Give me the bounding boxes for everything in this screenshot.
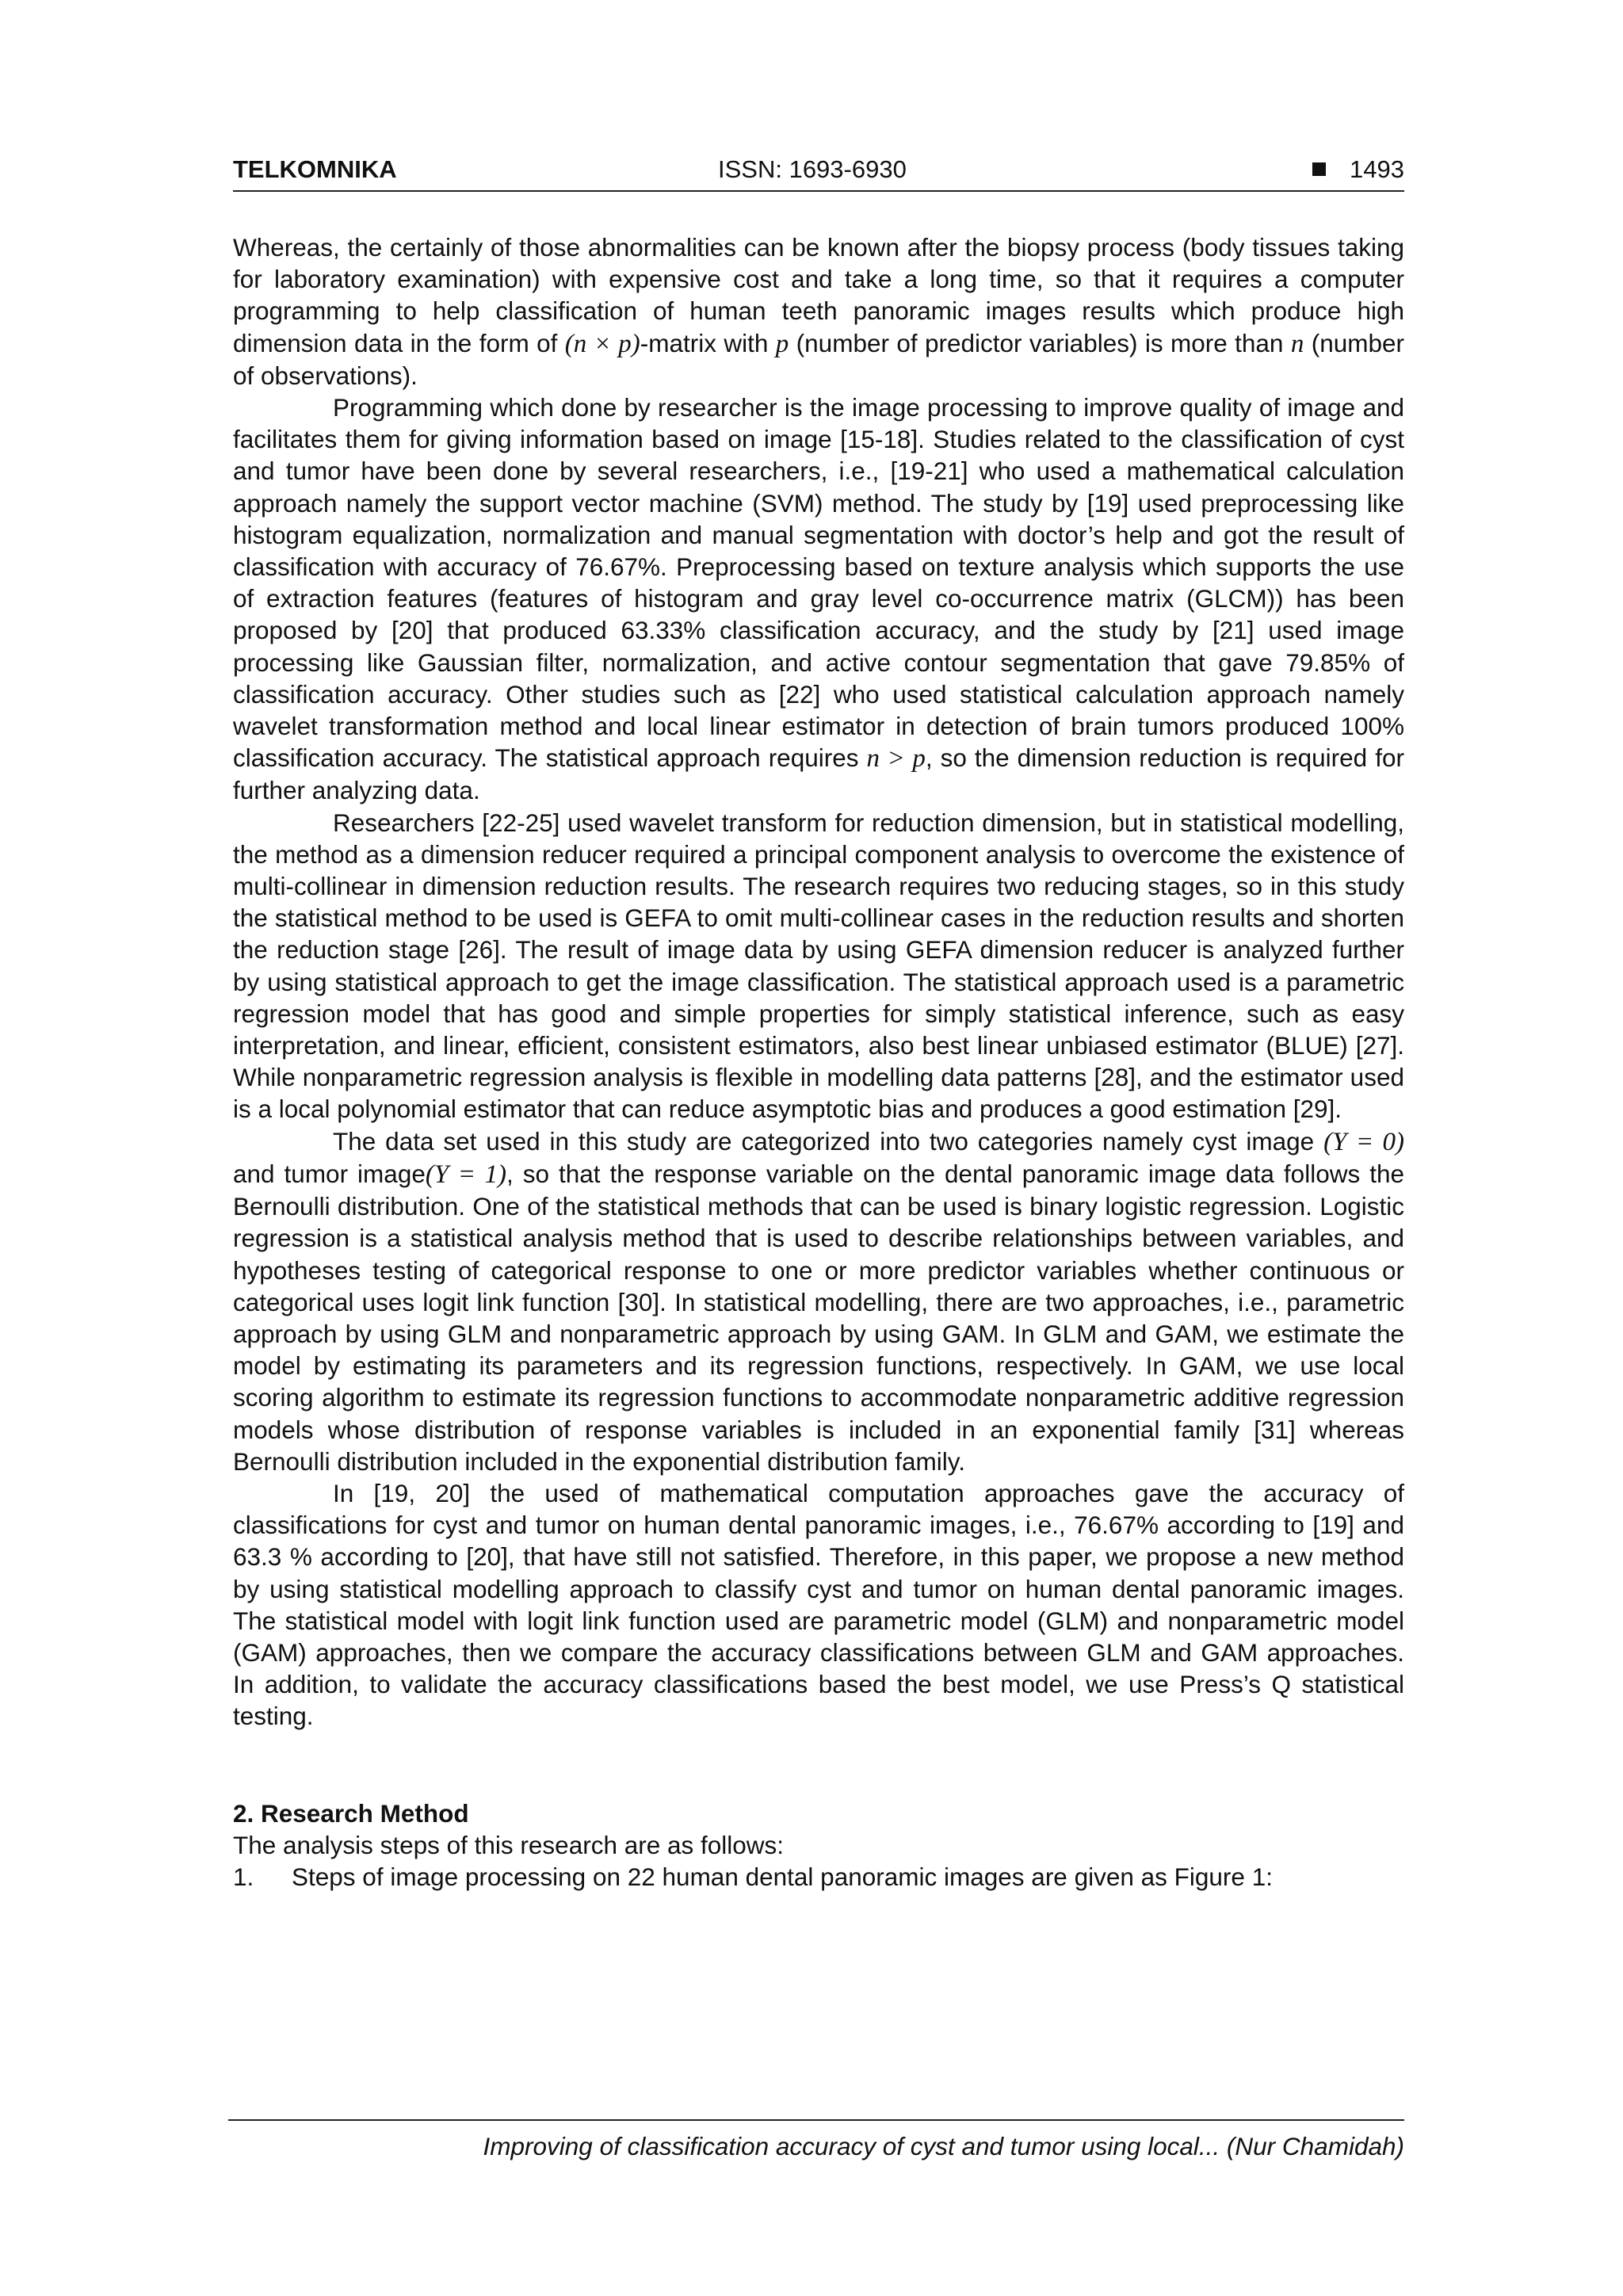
math-y-equals-0: (Y = 0) [1323,1127,1404,1156]
math-p: p [775,329,789,358]
page-footer [228,2119,1404,2161]
list-item [233,1861,1404,1893]
running-title: Improving of classification accuracy of cyst and tumor using local... (Nur Chamidah) [483,2132,1404,2160]
text-run: , so that the response variable on the dental panoramic image data follows the Bernoulli distribution. One of the statistical methods that can be used is binary logistic regression. Logistic regression is a statistical analysis method that is used to describe relationships between variables, and hypotheses testing of categorical response to one or more predictor variables whether continuous or categorical uses logit link function [30]. In statistical modelling, there are two approaches, i.e., parametric approach by using GLM and nonparametric approach by using GAM. In GLM and GAM, we estimate the model by estimating its parameters and its regression functions, respectively. In GAM, we use local scoring algorithm to estimate its regression functions to accommodate nonparametric additive regression models whose distribution of response variables is included in an exponential family [31] whereas Bernoulli distribution included in the exponential distribution family. [233,1159,1405,1476]
paragraph-4 [233,1125,1404,1477]
text-run: , so the dimension reduction is required for further analyzing data. [233,743,1404,805]
math-y-equals-1: (Y = 1) [425,1159,506,1189]
paragraph-5: In [19, 20] the used of mathematical computation approaches gave the accuracy of classifications for cyst and tumor on human dental panoramic images, i.e., 76.67% according to [19] and 63.3 % according to [20], that have still not satisfied. Therefore, in this paper, we propose a new method by using statistical modelling approach to classify cyst and tumor on human dental panoramic images. The statistical model with logit link function used are parametric model (GLM) and nonparametric model (GAM) approaches, then we compare the accuracy classifications between GLM and GAM approaches. In addition, to validate the accuracy classifications based the best model, we use Press’s Q statistical testing. [233,1478,1404,1731]
page-number-text: 1493 [1350,155,1404,183]
issn: ISSN: 1693-6930 [718,155,907,183]
paragraph-2 [233,392,1404,807]
paragraph-3: Researchers [22-25] used wavelet transform for reduction dimension, but in statistical modelling, the method as a dimension reducer required a principal component analysis to overcome the existence of multi-collinear in dimension reduction results. The research requires two reducing stages, so in this study the statistical method to be used is GEFA to omit multi-collinear cases in the reduction results and shorten the reduction stage [26]. The result of image data by using GEFA dimension reducer is analyzed further by using statistical approach to get the image classification. The statistical approach used is a parametric regression model that has good and simple properties for simply statistical inference, such as easy interpretation, and linear, efficient, consistent estimators, also best linear unbiased estimator (BLUE) [27]. While nonparametric regression analysis is flexible in modelling data patterns [28], and the estimator used is a local polynomial estimator that can reduce asymptotic bias and produces a good estimation [29]. [233,808,1404,1124]
text-run: -matrix with [640,328,769,357]
body-text [233,231,1404,1893]
text-run: and tumor image [233,1159,426,1188]
text-run: (number of predictor variables) is more than [796,328,1284,357]
journal-name: TELKOMNIKA [233,155,397,183]
section-title: 2. Research Method [233,1798,469,1828]
page-number [1312,155,1404,184]
paragraph-1 [233,231,1404,392]
section-intro: The analysis steps of this research are as follows: [233,1830,785,1859]
math-n-greater-p: n > p [866,744,926,774]
math-n: n [1290,329,1304,358]
text-run: Whereas, the certainly of those abnormalities can be known after the biopsy process (body tissues taking for laboratory examination) with expensive cost and take a long time, so that it requires a computer programming to help classification of human teeth panoramic images results which produce high dimension data in the form of [233,233,1404,357]
math-n-times-p: (n × p) [564,329,640,358]
square-bullet-icon [1312,162,1326,176]
page-header [233,155,1404,192]
text-run: Programming which done by researcher is the image processing to improve quality of image and facilitates them for giving information based on image [15-18]. Studies related to the classification of cyst and tumor have been done by several researchers, i.e., [19-21] who used a mathematical calculation approach namely the support vector machine (SVM) method. The study by [19] used preprocessing like histogram equalization, normalization and manual segmentation with doctor’s help and got the result of classification with accuracy of 76.67%. Preprocessing based on texture analysis which supports the use of extraction features (features of histogram and gray level co-occurrence matrix (GLCM)) has been proposed by [20] that produced 63.33% classification accuracy, and the study by [21] used image processing like Gaussian filter, normalization, and active contour segmentation that gave 79.85% of classification accuracy. Other studies such as [22] who used statistical calculation approach namely wavelet transformation method and local linear estimator in detection of brain tumors produced 100% classification accuracy. The statistical approach requires [233,393,1404,773]
list-item-text: Steps of image processing on 22 human dental panoramic images are given as Figure 1: [292,1862,1273,1891]
list-item-number: 1. [233,1862,254,1891]
text-run: The data set used in this study are categorized into two categories namely cyst image [333,1126,1315,1156]
text-run: (number of observations). [233,328,1404,390]
